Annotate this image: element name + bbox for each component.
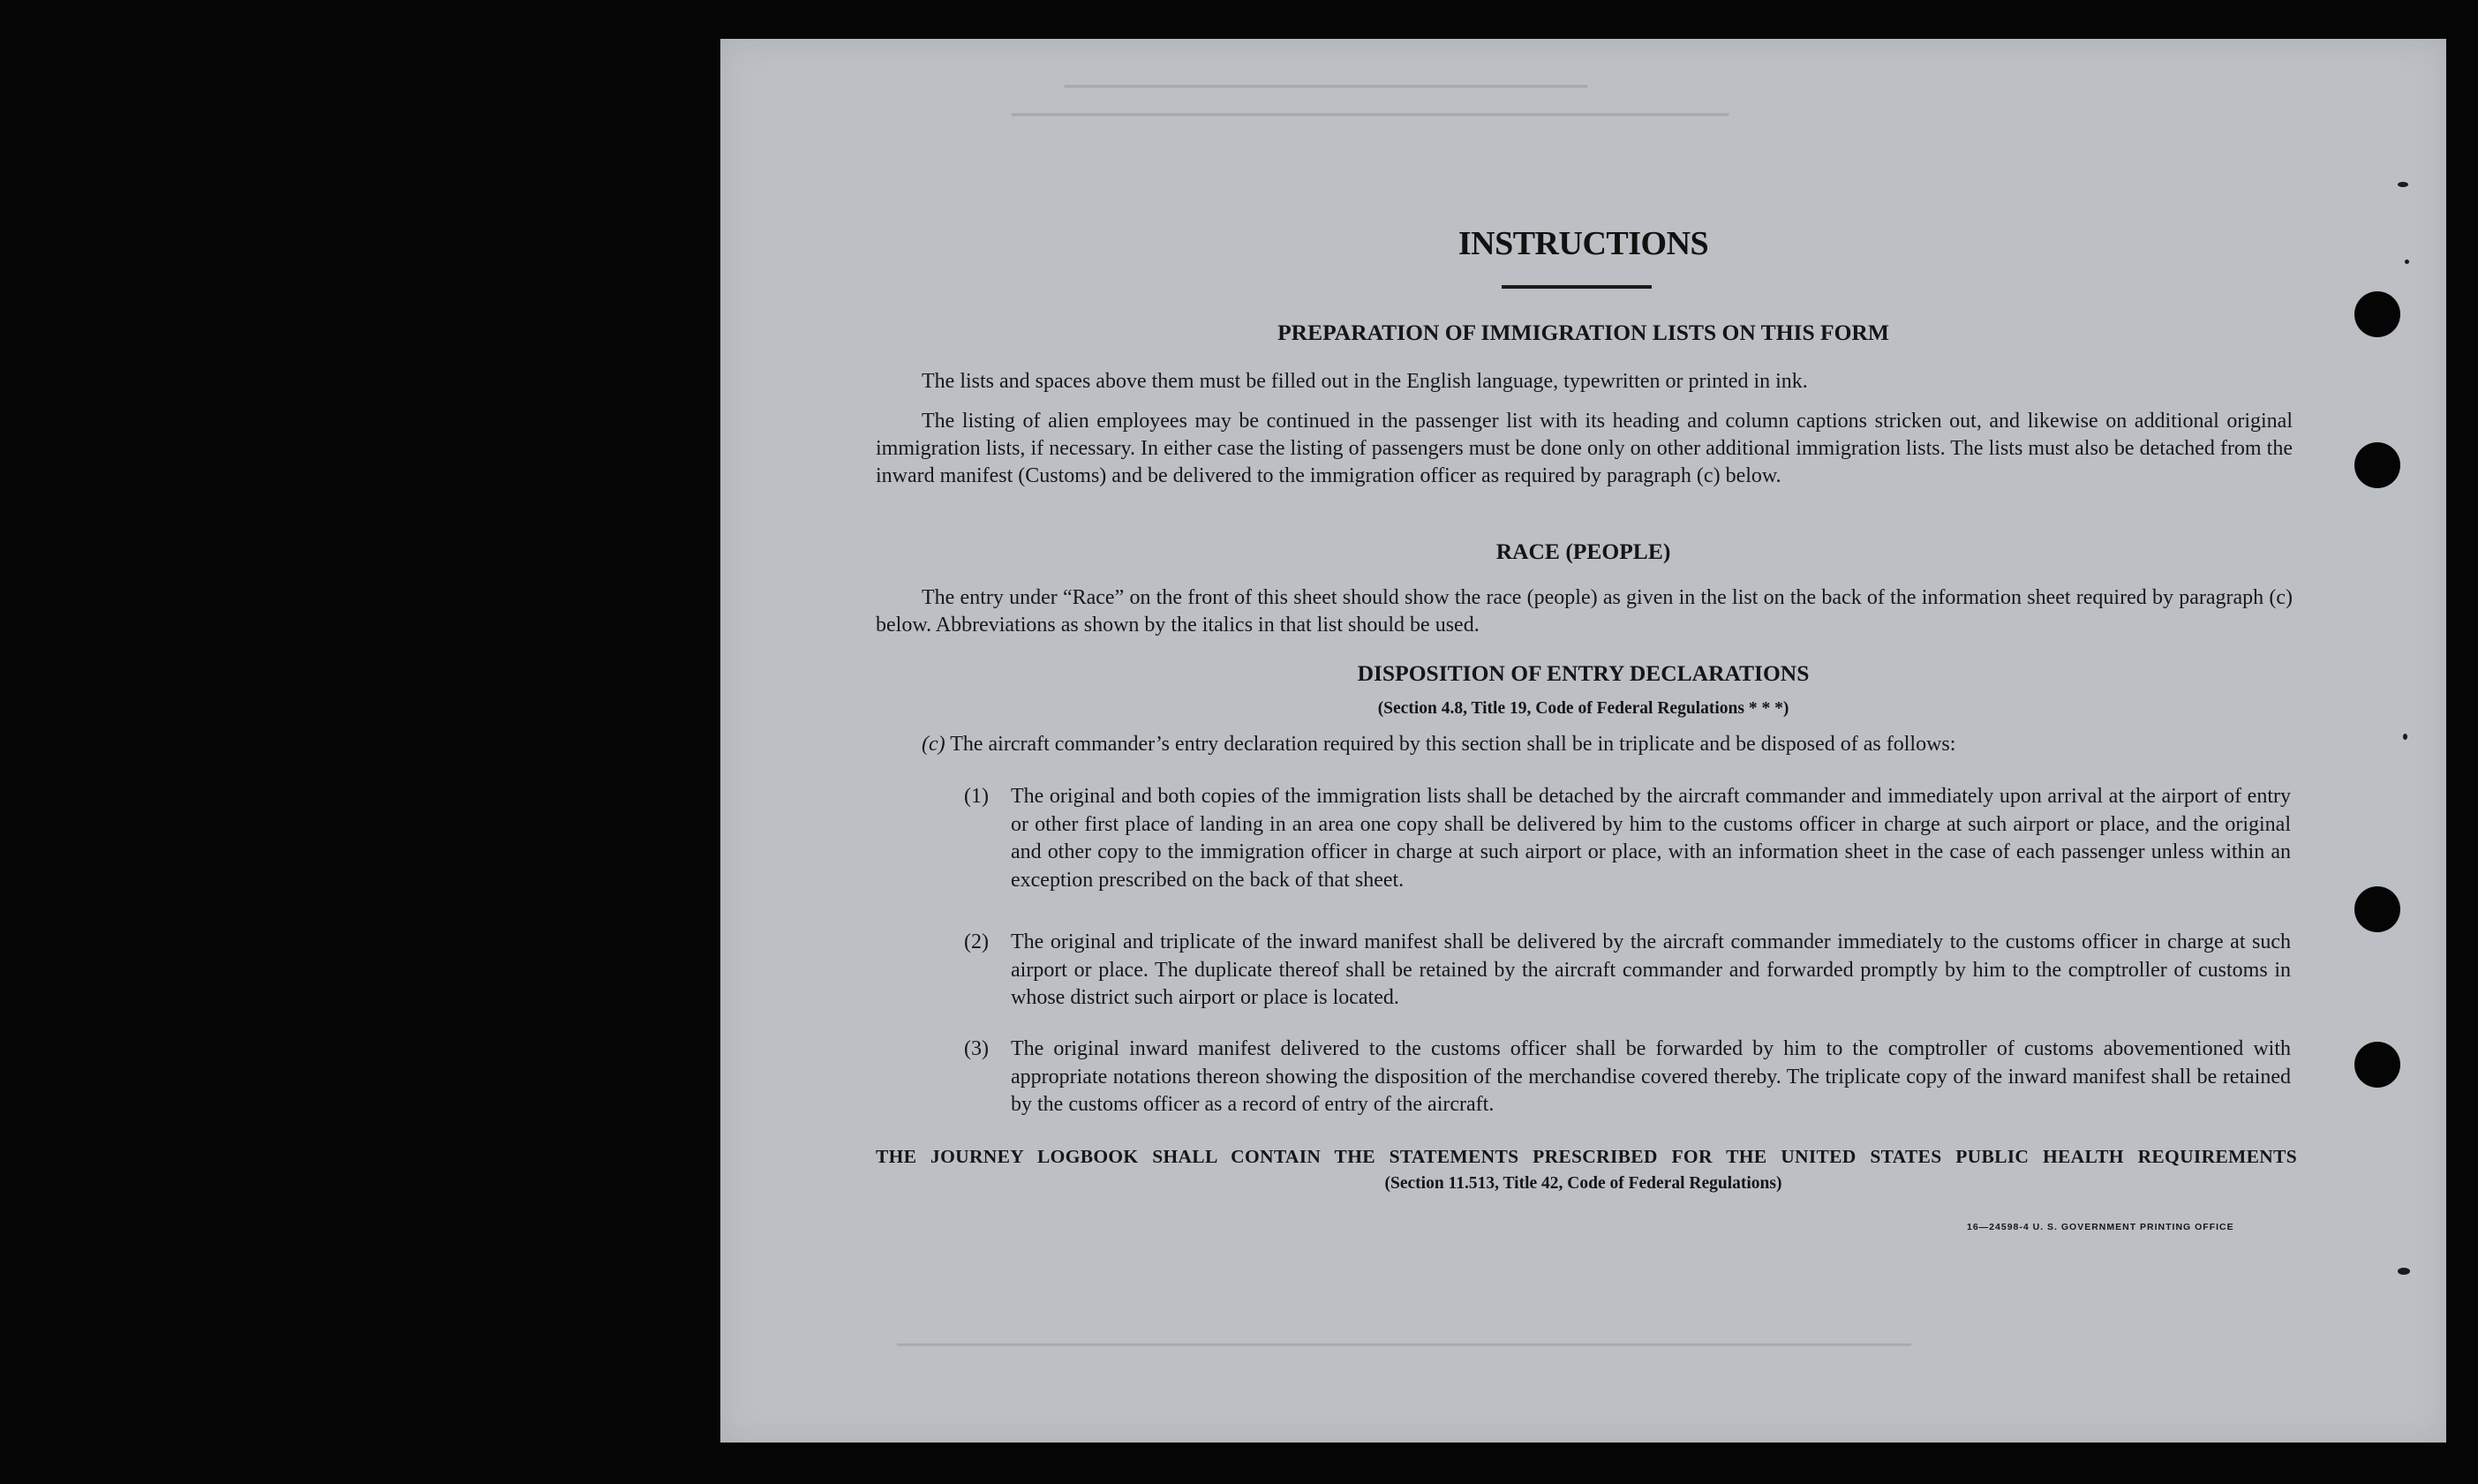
bleed-through-marks: ▁▁▁▁▁▁▁▁▁▁▁▁▁▁▁▁▁▁▁▁▁▁▁▁▁▁▁▁▁▁▁▁▁▁▁ [1065,65,1588,87]
list-item-number: (3) [964,1037,989,1060]
section-heading-disposition: DISPOSITION OF ENTRY DECLARATIONS [1357,660,1810,686]
list-item-text: The original and triplicate of the inward manifest shall be delivered by the aircraft commander immediately to the customs officer in charge at such airport or place. The duplicate thereof shall be retained by the aircraft commander and forwarded promptly by him to the comptroller of customs in whose district such airport or place is located. [1011,930,2291,1009]
list-item-number: (1) [964,785,989,808]
document-page [720,39,2446,1443]
footer-statement: THE JOURNEY LOGBOOK SHALL CONTAIN THE STATEMENTS PRESCRIBED FOR THE UNITED STATES PUBLIC HEALTH REQUIREMENTS [876,1146,2297,1167]
punch-hole [2354,442,2400,488]
paragraph-text: The listing of alien employees may be continued in the passenger list with its heading and column captions stricken out, and likewise on additional original immigration lists, if necessary. In either case the listing of passengers must be done only on other additional immigration lists. The lists must also be detached from the inward manifest (Customs) and be delivered to the immigration officer as required by paragraph (c) below. [876,410,2293,487]
section-heading-race: RACE (PEOPLE) [1495,539,1671,564]
paragraph-c-intro [922,731,2299,758]
bleed-through-marks: ▁▁▁▁▁▁▁▁▁▁▁▁▁▁▁▁▁▁▁▁▁▁▁▁▁▁▁▁▁▁▁▁▁▁▁▁▁▁▁▁▁▁▁▁▁▁▁▁ [1012,94,1729,116]
paragraph-race [876,584,2293,639]
paragraph-text: The entry under “Race” on the front of this sheet should show the race (people) as given in the list on the back of the information sheet required by paragraph (c) below. Abbreviations as shown by the italics in that list should be used. [876,586,2293,637]
paragraph-text: The aircraft commander’s entry declaration required by this section shall be in triplicate and be disposed of as follows: [950,733,1956,756]
speck [2403,734,2407,740]
punch-hole [2354,1042,2400,1088]
page-title: INSTRUCTIONS [1457,225,1709,262]
list-item-text: The original inward manifest delivered to the customs officer shall be forwarded by him to the comptroller of customs abovementioned with appropriate notations thereon showing the disposition of the merchandise covered thereby. The triplicate copy of the inward manifest shall be retained by the customs officer as a record of entry of the aircraft. [1011,1037,2291,1116]
bleed-through-marks: ▁▁▁▁▁▁▁▁▁▁▁▁▁▁▁▁▁▁▁▁▁▁▁▁▁▁▁▁▁▁▁▁▁▁▁▁▁▁▁▁▁▁▁▁▁▁▁▁▁▁▁▁▁▁▁▁▁▁▁▁▁▁▁▁▁▁▁▁▁▁▁▁▁▁▁▁▁▁▁▁▁▁▁ [897,1328,1911,1345]
citation-section-4-8: (Section 4.8, Title 19, Code of Federal Regulations * * *) [1377,699,1789,718]
punch-hole [2354,886,2400,932]
title-underline [1502,285,1652,289]
paragraph-listing [876,408,2293,490]
paragraph-text: The lists and spaces above them must be filled out in the English language, typewritten or printed in ink. [922,370,1808,393]
printing-office-code: 16—24598-4 U. S. GOVERNMENT PRINTING OFFICE [1967,1222,2234,1232]
list-item [964,783,2291,894]
list-item [964,929,2291,1013]
footer-citation: (Section 11.513, Title 42, Code of Federal Regulations) [1384,1174,1782,1193]
section-heading-preparation: PREPARATION OF IMMIGRATION LISTS ON THIS FORM [1277,320,1889,345]
list-item [964,1036,2291,1119]
paragraph-filling [876,368,2293,395]
paragraph-label: (c) [922,733,945,756]
list-item-text: The original and both copies of the immigration lists shall be detached by the aircraft commander and immediately upon arrival at the airport of entry or other first place of landing in an area one copy shall be delivered by him to the customs officer in charge at such airport or place, and the original and other copy to the immigration officer in charge at such airport or place, with an information sheet in the case of each passenger unless within an exception prescribed on the back of that sheet. [1011,785,2291,892]
speck [2398,182,2408,187]
speck [2398,1268,2410,1275]
list-item-number: (2) [964,930,989,953]
